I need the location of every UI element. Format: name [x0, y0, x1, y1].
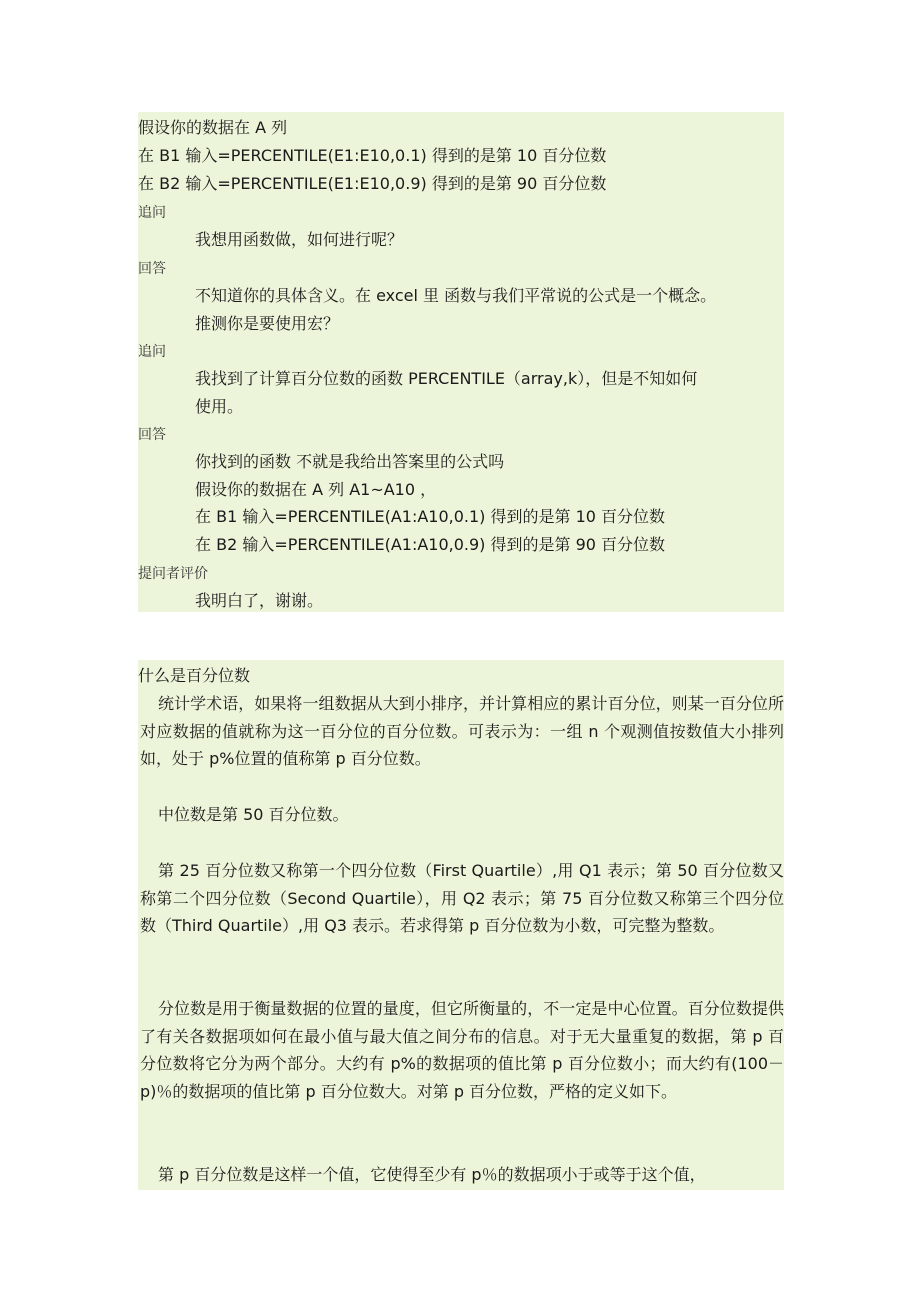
qa-intro: 假设你的数据在 A 列	[138, 118, 288, 137]
definition-block	[138, 660, 784, 1190]
answer-2-line-3: 在 B1 输入=PERCENTILE(A1:A10,0.1) 得到的是第 10 百分位数	[195, 507, 666, 526]
definition-paragraph-1: 统计学术语，如果将一组数据从大到小排序，并计算相应的累计百分位，则某一百分位所对应数据的值就称为这一百分位的百分位数。可表示为：一组 n 个观测值按数值大小排列如，处于 p%位置的值称第 p 百分位数。	[140, 694, 784, 769]
qa-formula-2: 在 B2 输入=PERCENTILE(E1:E10,0.9) 得到的是第 90 百分位数	[138, 174, 607, 193]
definition-paragraph-3: 第 25 百分位数又称第一个四分位数（First Quartile）,用 Q1 表示；第 50 百分位数又称第二个四分位数（Second Quartile），用 Q2 表示；第 75 百分位数又称第三个四分位数（Third Quartile）,用 Q3 表示。若求得第 p 百分位数为小数，可完整为整数。	[140, 861, 784, 936]
definition-paragraph-4: 分位数是用于衡量数据的位置的量度，但它所衡量的，不一定是中心位置。百分位数提供了有关各数据项如何在最小值与最大值之间分布的信息。对于无大量重复的数据，第 p 百分位数将它分为两个部分。大约有 p%的数据项的值比第 p 百分位数小；而大约有(100－p)％的数据项的值比第 p 百分位数大。对第 p 百分位数，严格的定义如下。	[140, 999, 784, 1101]
followup-text-1: 我想用函数做，如何进行呢？	[195, 230, 404, 249]
qa-formula-1: 在 B1 输入=PERCENTILE(E1:E10,0.1) 得到的是第 10 百分位数	[138, 146, 607, 165]
answer-2-line-1: 你找到的函数 不就是我给出答案里的公式吗	[195, 452, 505, 471]
rating-label: 提问者评价	[138, 566, 208, 582]
qa-block	[138, 112, 784, 612]
definition-paragraph-2: 中位数是第 50 百分位数。	[158, 805, 349, 824]
answer-label-2: 回答	[138, 427, 166, 443]
answer-2-line-4: 在 B2 输入=PERCENTILE(A1:A10,0.9) 得到的是第 90 百分位数	[195, 535, 666, 554]
answer-label-1: 回答	[138, 261, 166, 277]
answer-1-line-1: 不知道你的具体含义。在 excel 里 函数与我们平常说的公式是一个概念。	[195, 286, 717, 305]
rating-text: 我明白了，谢谢。	[195, 591, 324, 610]
answer-1-line-2: 推测你是要使用宏？	[195, 314, 340, 333]
definition-title: 什么是百分位数	[138, 666, 251, 685]
followup-2-line-1: 我找到了计算百分位数的函数 PERCENTILE（array,k），但是不知如何	[195, 369, 698, 388]
answer-2-line-2: 假设你的数据在 A 列 A1~A10 ，	[195, 480, 437, 499]
followup-label-1: 追问	[138, 205, 166, 221]
definition-paragraph-5: 第 p 百分位数是这样一个值，它使得至少有 p％的数据项小于或等于这个值，	[158, 1165, 706, 1184]
followup-label-2: 追问	[138, 344, 166, 360]
followup-2-line-2: 使用。	[195, 397, 244, 416]
